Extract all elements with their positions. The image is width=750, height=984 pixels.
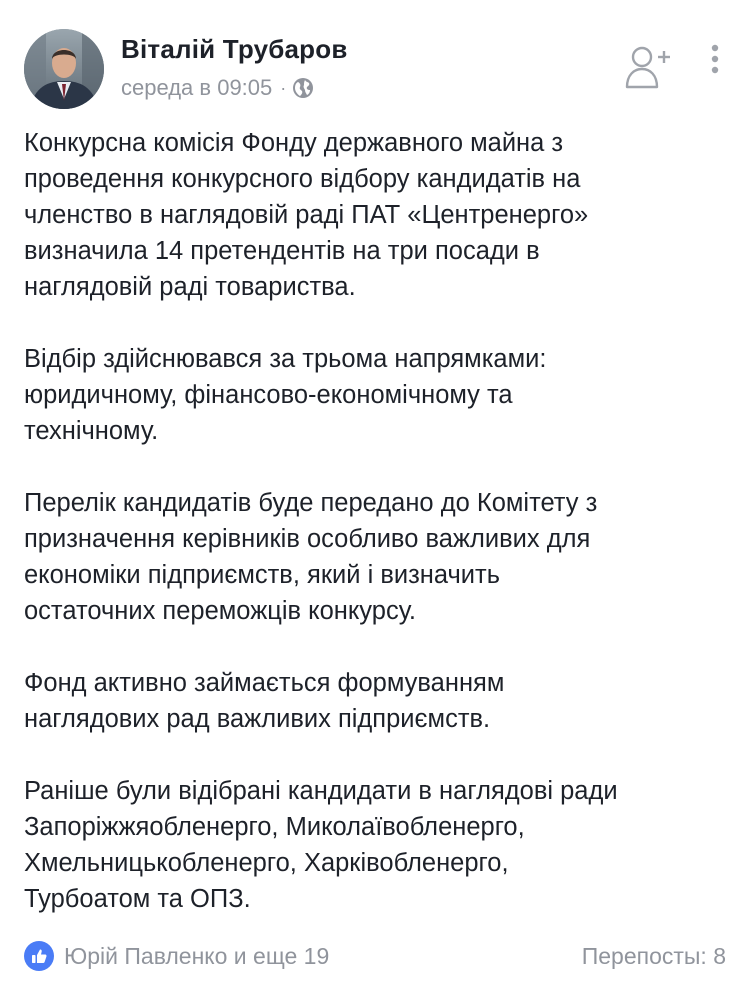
likes-text: Юрій Павленко и еще 19 [64, 942, 330, 969]
reposts-count[interactable]: Перепосты: 8 [581, 942, 726, 969]
text-line: Турбоатом та ОПЗ. [24, 885, 251, 913]
text-line: Фонд активно займається формуванням [24, 669, 505, 697]
text-line: наглядовій раді товариства. [24, 273, 356, 301]
post-paragraph [24, 773, 730, 917]
text-line: визначила 14 претендентів на три посади в [24, 237, 540, 265]
text-line: Відбір здійснювався за трьома напрямками: [24, 345, 547, 373]
more-vertical-icon [700, 42, 730, 82]
add-friend-icon [624, 42, 674, 90]
text-line: остаточних переможців конкурсу. [24, 597, 416, 625]
text-line: юридичному, фінансово-економічному та [24, 381, 513, 409]
text-line: Запоріжжяобленерго, Миколаївобленерго, [24, 813, 525, 841]
post-footer [24, 938, 726, 974]
post-paragraph [24, 341, 730, 449]
post-paragraph [24, 485, 730, 629]
post-timestamp[interactable]: середа в 09:05 [121, 75, 273, 100]
text-line: Раніше були відібрані кандидати в наглядові ради [24, 777, 618, 805]
author-name[interactable]: Віталій Трубаров [121, 34, 348, 64]
more-options-button[interactable] [700, 42, 730, 82]
text-line: Конкурсна комісія Фонду державного майна з [24, 129, 564, 157]
text-line: Перелік кандидатів буде передано до Комітету з [24, 489, 598, 517]
text-line: членство в наглядовій раді ПАТ «Центренерго» [24, 201, 589, 229]
text-line: наглядових рад важливих підприємств. [24, 705, 491, 733]
post-meta [121, 73, 314, 103]
text-line: технічному. [24, 417, 159, 445]
text-line: проведення конкурсного відбору кандидатів на [24, 165, 581, 193]
post-paragraph [24, 125, 730, 305]
avatar-photo [24, 29, 104, 109]
post-paragraph [24, 665, 730, 737]
thumbs-up-icon [24, 941, 54, 971]
text-line: Хмельницькобленерго, Харківобленерго, [24, 849, 509, 877]
meta-separator: · [280, 77, 287, 98]
add-friend-button[interactable] [624, 42, 674, 90]
text-line: призначення керівників особливо важливих для [24, 525, 591, 553]
text-line: економіки підприємств, який і визначить [24, 561, 500, 589]
author-avatar[interactable] [24, 29, 104, 109]
likes-summary[interactable] [24, 941, 329, 971]
globe-icon[interactable] [292, 77, 314, 99]
post-text [24, 125, 730, 953]
